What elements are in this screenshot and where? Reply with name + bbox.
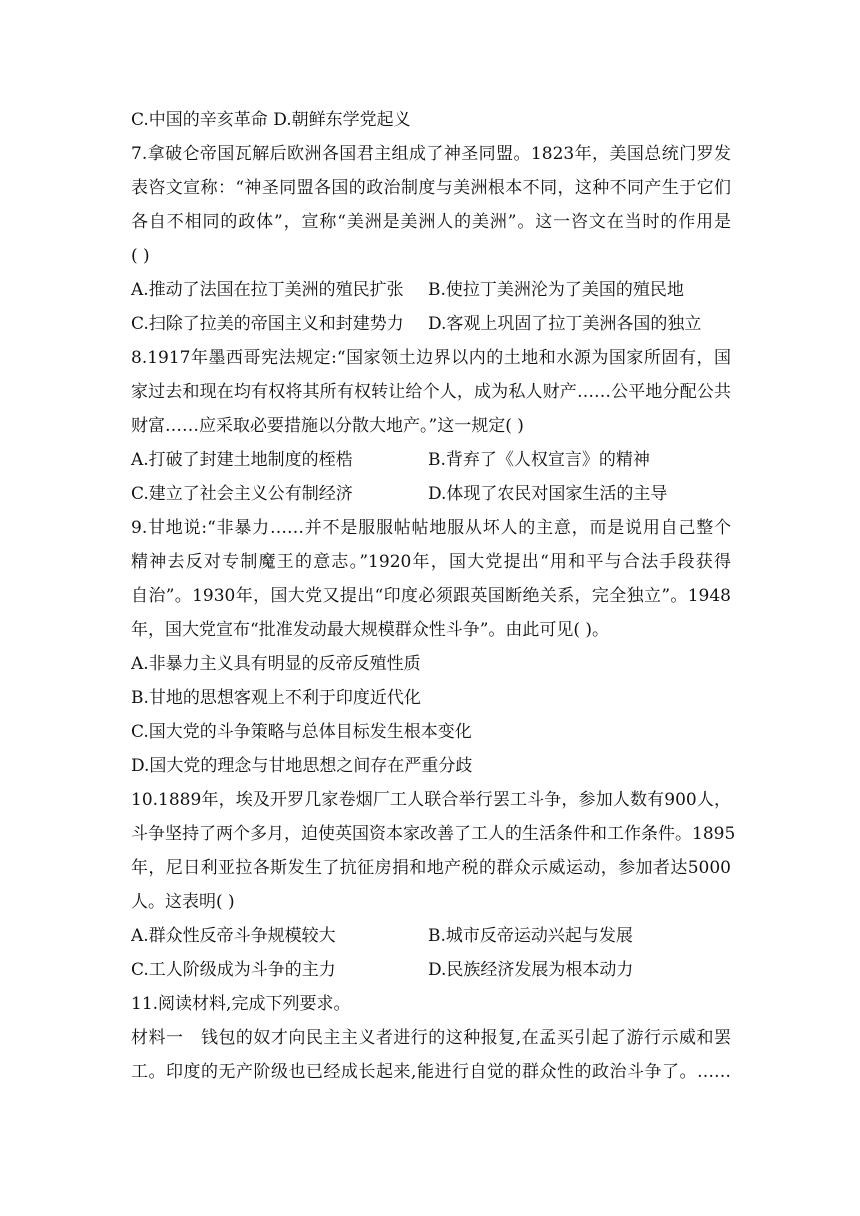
- text-line: 年，尼日利亚拉各斯发生了抗征房捐和地产税的群众示威运动，参加者达5000: [131, 858, 731, 878]
- option-text: A.推动了法国在拉丁美洲的殖民扩张: [131, 280, 404, 300]
- option-text: C.建立了社会主义公有制经济: [131, 484, 353, 504]
- text-line: C.国大党的斗争策略与总体目标发生根本变化: [131, 722, 472, 742]
- text-line: C.中国的辛亥革命 D.朝鲜东学党起义: [131, 110, 411, 130]
- option-text: C.工人阶级成为斗争的主力: [131, 960, 336, 980]
- text-line: D.国大党的理念与甘地思想之间存在严重分歧: [131, 756, 473, 776]
- text-line: 财富……应采取必要措施以分散大地产。”这一规定( ): [131, 416, 524, 436]
- option-text: C.扫除了拉美的帝国主义和封建势力: [131, 314, 404, 334]
- text-line: 材料一 钱包的奴才向民主主义者进行的这种报复,在孟买引起了游行示威和罢: [131, 1028, 731, 1048]
- document-page: [131, 103, 736, 1089]
- options-row: [131, 443, 731, 477]
- text-line: A.非暴力主义具有明显的反帝反殖性质: [131, 654, 421, 674]
- text-line: 精神去反对专制魔王的意志。”1920年，国大党提出“用和平与合法手段获得: [131, 552, 731, 572]
- option-text: D.客观上巩固了拉丁美洲各国的独立: [428, 314, 702, 334]
- options-row: [131, 307, 731, 341]
- text-line: 各自不相同的政体”，宣称“美洲是美洲人的美洲”。这一咨文在当时的作用是: [131, 212, 731, 232]
- text-line: ( ): [131, 246, 150, 266]
- text-line: 8.1917年墨西哥宪法规定:“国家领土边界以内的土地和水源为国家所固有，国: [131, 348, 731, 368]
- text-line: 斗争坚持了两个多月，迫使英国资本家改善了工人的生活条件和工作条件。1895: [131, 824, 736, 844]
- option-text: D.体现了农民对国家生活的主导: [428, 484, 668, 504]
- text-line: 自治”。1930年，国大党又提出“印度必须跟英国断绝关系，完全独立”。1948: [131, 586, 731, 606]
- text-line: 人。这表明( ): [131, 892, 235, 912]
- text-line: 7.拿破仑帝国瓦解后欧洲各国君主组成了神圣同盟。1823年，美国总统门罗发: [131, 144, 731, 164]
- options-row: [131, 953, 731, 987]
- option-text: B.城市反帝运动兴起与发展: [428, 926, 633, 946]
- option-text: D.民族经济发展为根本动力: [428, 960, 634, 980]
- text-line: 9.甘地说:“非暴力……并不是服服帖帖地服从坏人的主意，而是说用自己整个: [131, 518, 731, 538]
- option-text: A.打破了封建土地制度的桎梏: [131, 450, 353, 470]
- options-row: [131, 273, 731, 307]
- text-line: 家过去和现在均有权将其所有权转让给个人，成为私人财产……公平地分配公共: [131, 382, 731, 402]
- option-text: A.群众性反帝斗争规模较大: [131, 926, 336, 946]
- text-line: B.甘地的思想客观上不利于印度近代化: [131, 688, 421, 708]
- option-text: B.背弃了《人权宣言》的精神: [428, 450, 650, 470]
- text-line: 10.1889年，埃及开罗几家卷烟厂工人联合举行罢工斗争，参加人数有900人，: [131, 790, 731, 810]
- text-line: 表咨文宣称：“神圣同盟各国的政治制度与美洲根本不同，这种不同产生于它们: [131, 178, 731, 198]
- text-line: 工。印度的无产阶级也已经成长起来,能进行自觉的群众性的政治斗争了。……: [131, 1062, 731, 1082]
- options-row: [131, 919, 731, 953]
- options-row: [131, 477, 731, 511]
- text-line: 年，国大党宣布“批准发动最大规模群众性斗争”。由此可见( )。: [131, 620, 610, 640]
- text-line: 11.阅读材料,完成下列要求。: [131, 994, 351, 1014]
- option-text: B.使拉丁美洲沦为了美国的殖民地: [428, 280, 684, 300]
